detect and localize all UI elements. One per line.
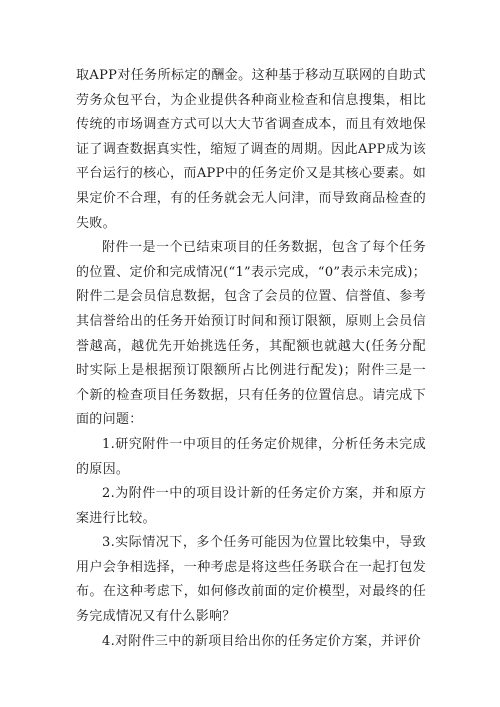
question-2: 2.为附件一中的项目设计新的任务定价方案，并和原方案进行比较。: [76, 486, 426, 526]
question-1: 1.研究附件一中项目的任务定价规律，分析任务未完成的原因。: [76, 436, 426, 477]
paragraph-intro-continuation: 取APP对任务所标定的酬金。这种基于移动互联网的自助式劳务众包平台，为企业提供各种商业检查和信息搜集，相比传统的市场调查方式可以大大节省调查成本，而且有效地保证了调查数据真实性，缩短了调查的周期。因此APP成为该平台运行的核心，而APP中的任务定价又是其核心要素。如果定价不合理，有的任务就会无人问津，而导致商品检查的失败。: [76, 68, 426, 231]
document-page: [76, 64, 426, 654]
paragraph-attachments: 附件一是一个已结束项目的任务数据，包含了每个任务的位置、定价和完成情况(“1”表示完成，“0”表示未完成)；附件二是会员信息数据，包含了会员的位置、信誉值、参考其信誉给出的任务开始预订时间和预订限额，原则上会员信誉越高，越优先开始挑选任务，其配额也就越大(任务分配时实际上是根据预订限额所占比例进行配发)；附件三是一个新的检查项目任务数据，只有任务的位置信息。请完成下面的问题：: [76, 240, 426, 428]
question-4: 4.对附件三中的新项目给出你的任务定价方案，并评价: [102, 633, 421, 649]
question-3: 3.实际情况下，多个任务可能因为位置比较集中，导致用户会争相选择，一种考虑是将这些任务联合在一起打包发布。在这种考虑下，如何修改前面的定价模型，对最终的任务完成情况又有什么影响？: [76, 535, 426, 625]
